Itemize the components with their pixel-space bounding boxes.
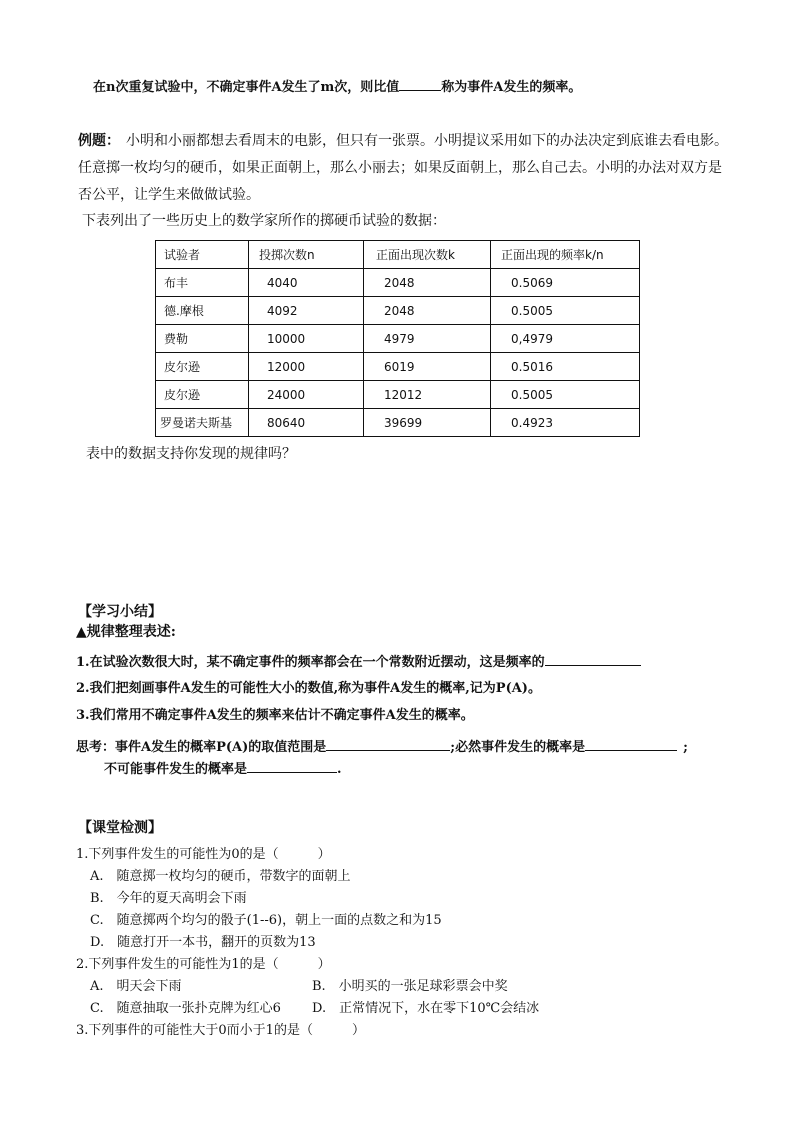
table-row — [156, 269, 640, 297]
q1-option-c: C. 随意掷两个均匀的骰子(1--6)，朝上一面的点数之和为15 — [90, 913, 442, 928]
cell-throws: 80640 — [249, 409, 364, 437]
cell-throws: 4040 — [249, 269, 364, 297]
cell-heads: 39699 — [364, 409, 491, 437]
think-text-c: ; — [683, 740, 688, 755]
q1-option-a: A. 随意掷一枚均匀的硬币，带数字的面朝上 — [90, 869, 351, 884]
summary-item-1-text: 1.在试验次数很大时，某不确定事件的频率都会在一个常数附近摆动，这是频率的 — [76, 655, 545, 670]
header-heads: 正面出现次数k — [364, 241, 491, 269]
table-row — [156, 325, 640, 353]
definition-after: 称为事件A发生的频率。 — [441, 80, 582, 95]
table-header-row — [156, 241, 640, 269]
cell-experimenter: 费勒 — [156, 325, 249, 353]
q1-option-d: D. 随意打开一本书，翻开的页数为13 — [90, 935, 316, 950]
coin-toss-table — [155, 240, 640, 437]
cell-heads: 6019 — [364, 353, 491, 381]
q2-option-c: C. 随意抽取一张扑克牌为红心6 — [90, 1001, 281, 1016]
summary-item-1 — [76, 651, 641, 673]
certain-blank — [585, 736, 677, 751]
frequency-blank — [545, 651, 641, 666]
cell-experimenter: 布丰 — [156, 269, 249, 297]
check-heading: 【课堂检测】 — [78, 820, 162, 836]
table-row — [156, 409, 640, 437]
q1-option-b: B. 今年的夏天高明会下雨 — [90, 891, 247, 906]
summary-item-3: 3.我们常用不确定事件A发生的频率来估计不确定事件A发生的概率。 — [76, 708, 474, 723]
impossible-blank — [247, 758, 337, 773]
definition-line — [93, 76, 581, 98]
example-label: 例题： — [78, 133, 120, 149]
think-line-1 — [76, 736, 688, 758]
cell-experimenter: 德.摩根 — [156, 297, 249, 325]
q2-option-d: D. 正常情况下，水在零下10℃会结冰 — [312, 1001, 540, 1016]
cell-frequency: 0.5005 — [491, 297, 640, 325]
table-intro: 下表列出了一些历史上的数学家所作的掷硬币试验的数据： — [82, 213, 446, 229]
cell-throws: 4092 — [249, 297, 364, 325]
table-row — [156, 353, 640, 381]
ratio-blank — [399, 76, 441, 91]
table-row — [156, 381, 640, 409]
example-line-3: 否公平，让学生来做做试验。 — [78, 187, 260, 203]
table-question: 表中的数据支持你发现的规律吗？ — [86, 446, 296, 462]
header-throws: 投掷次数n — [249, 241, 364, 269]
cell-frequency: 0,4979 — [491, 325, 640, 353]
cell-frequency: 0.4923 — [491, 409, 640, 437]
summary-heading: 【学习小结】 — [78, 604, 162, 620]
cell-heads: 2048 — [364, 297, 491, 325]
example-line-1 — [78, 131, 728, 151]
cell-frequency: 0.5016 — [491, 353, 640, 381]
think-text-d: 不可能事件发生的概率是 — [104, 762, 248, 777]
range-blank — [326, 736, 450, 751]
q2-option-a: A. 明天会下雨 — [90, 979, 182, 994]
q2-option-b: B. 小明买的一张足球彩票会中奖 — [312, 979, 508, 994]
table-row — [156, 297, 640, 325]
think-text-b: ;必然事件发生的概率是 — [450, 740, 586, 755]
header-experimenter: 试验者 — [156, 241, 249, 269]
cell-experimenter: 皮尔逊 — [156, 353, 249, 381]
example-text-1: 小明和小丽都想去看周末的电影，但只有一张票。小明提议采用如下的办法决定到底谁去看电影。 — [126, 133, 728, 149]
cell-throws: 10000 — [249, 325, 364, 353]
cell-experimenter: 皮尔逊 — [156, 381, 249, 409]
cell-heads: 2048 — [364, 269, 491, 297]
cell-heads: 4979 — [364, 325, 491, 353]
summary-subheading: ▲规律整理表述: — [76, 624, 176, 640]
example-line-2: 任意掷一枚均匀的硬币，如果正面朝上，那么小丽去；如果反面朝上，那么自己去。小明的办法对双方是 — [78, 160, 722, 176]
think-text-a: 思考：事件A发生的概率P(A)的取值范围是 — [76, 740, 327, 755]
think-line-2 — [104, 758, 342, 780]
think-text-e: . — [337, 762, 342, 777]
header-frequency: 正面出现的频率k/n — [491, 241, 640, 269]
question-3: 3.下列事件的可能性大于0而小于1的是（ ） — [76, 1023, 365, 1038]
cell-throws: 12000 — [249, 353, 364, 381]
cell-experimenter: 罗曼诺夫斯基 — [156, 409, 249, 437]
cell-throws: 24000 — [249, 381, 364, 409]
cell-frequency: 0.5069 — [491, 269, 640, 297]
cell-heads: 12012 — [364, 381, 491, 409]
summary-item-2: 2.我们把刻画事件A发生的可能性大小的数值,称为事件A发生的概率,记为P(A)。 — [76, 681, 541, 696]
cell-frequency: 0.5005 — [491, 381, 640, 409]
definition-before: 在n次重复试验中，不确定事件A发生了m次，则比值 — [93, 80, 400, 95]
question-1: 1.下列事件发生的可能性为0的是（ ） — [76, 847, 331, 862]
question-2: 2.下列事件发生的可能性为1的是（ ） — [76, 957, 331, 972]
